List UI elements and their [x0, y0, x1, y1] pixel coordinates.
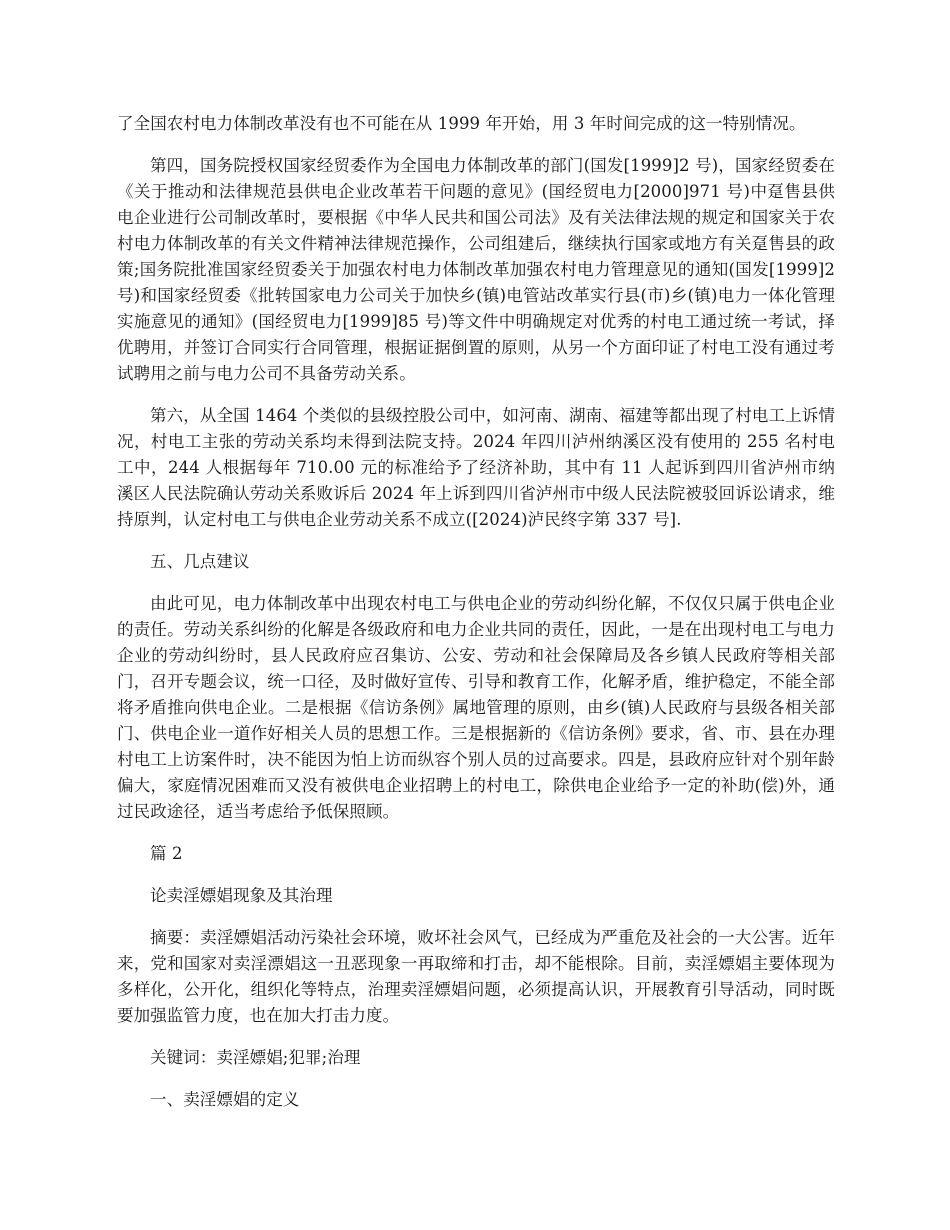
document-body [117, 111, 835, 1129]
chapter-label: 篇 2 [150, 844, 183, 863]
paragraph-continuation: 了全国农村电力体制改革没有也不可能在从 1999 年开始，用 3 年时间完成的这一特别情况。 [117, 114, 806, 133]
section-heading-definition: 一、卖淫嫖娼的定义 [150, 1090, 300, 1109]
article-title: 论卖淫嫖娼现象及其治理 [150, 886, 333, 905]
paragraph-fourth-point: 第四，国务院授权国家经贸委作为全国电力体制改革的部门(国发[1999]2 号)，国家经贸委在《关于推动和法律规范县供电企业改革若干问题的意见》(国经贸电力[2000]971 号)中趸售县供电企业进行公司制改革时，要根据《中华人民共和国公司法》及有关法律法规的规定和国家关于农村电力体制改革的有关文件精神法律规范操作，公司组建后，继续执行国家或地方有关趸售县的政策;国务院批准国家经贸委关于加强农村电力体制改革加强农村电力管理意见的通知(国发[1999]2 号)和国家经贸委《批转国家电力公司关于加快乡(镇)电管站改革实行县(市)乡(镇)电力一体化管理实施意见的通知》(国经贸电力[1999]85 号)等文件中明确规定对优秀的村电工通过统一考试，择优聘用，并签订合同实行合同管理，根据证据倒置的原则，从另一个方面印证了村电工没有通过考试聘用之前与电力公司不具备劳动关系。 [117, 156, 835, 383]
paragraph-sixth-point: 第六，从全国 1464 个类似的县级控股公司中，如河南、湖南、福建等都出现了村电工上诉情况，村电工主张的劳动关系均未得到法院支持。2024 年四川泸州纳溪区没有使用的 255 名村电工中，244 人根据每年 710.00 元的标准给予了经济补助，其中有 11 人起诉到四川省泸州市纳溪区人民法院确认劳动关系败诉后 2024 年上诉到四川省泸州市中级人民法院被驳回诉讼请求，维持原判，认定村电工与供电企业劳动关系不成立([2024)泸民终字第 337 号]. [117, 406, 835, 529]
section-heading-suggestions: 五、几点建议 [150, 552, 250, 571]
paragraph-keywords: 关键词：卖淫嫖娼;犯罪;治理 [150, 1048, 361, 1067]
paragraph-abstract: 摘要：卖淫嫖娼活动污染社会环境，败坏社会风气，已经成为严重危及社会的一大公害。近年来，党和国家对卖淫漂娼这一丑恶现象一再取缔和打击，却不能根除。目前，卖淫嫖娼主要体现为多样化，公开化，组织化等特点，治理卖淫嫖娼问题，必须提高认识，开展教育引导活动，同时既要加强监管力度，也在加大打击力度。 [117, 928, 835, 1025]
paragraph-suggestions: 由此可见，电力体制改革中出现农村电工与供电企业的劳动纠纷化解，不仅仅只属于供电企业的责任。劳动关系纠纷的化解是各级政府和电力企业共同的责任，因此，一是在出现村电工与电力企业的劳动纠纷时，县人民政府应召集访、公安、劳动和社会保障局及各乡镇人民政府等相关部门，召开专题会议，统一口径，及时做好宣传、引导和教育工作，化解矛盾，维护稳定，不能全部将矛盾推向供电企业。二是根据《信访条例》属地管理的原则，由乡(镇)人民政府与县级各相关部门、供电企业一道作好相关人员的思想工作。三是根据新的《信访条例》要求，省、市、县在办理村电工上访案件时，决不能因为怕上访而纵容个别人员的过高要求。四是，县政府应针对个别年龄偏大，家庭情况困难而又没有被供电企业招聘上的村电工，除供电企业给予一定的补助(偿)外，通过民政途径，适当考虑给予低保照顾。 [117, 594, 835, 821]
